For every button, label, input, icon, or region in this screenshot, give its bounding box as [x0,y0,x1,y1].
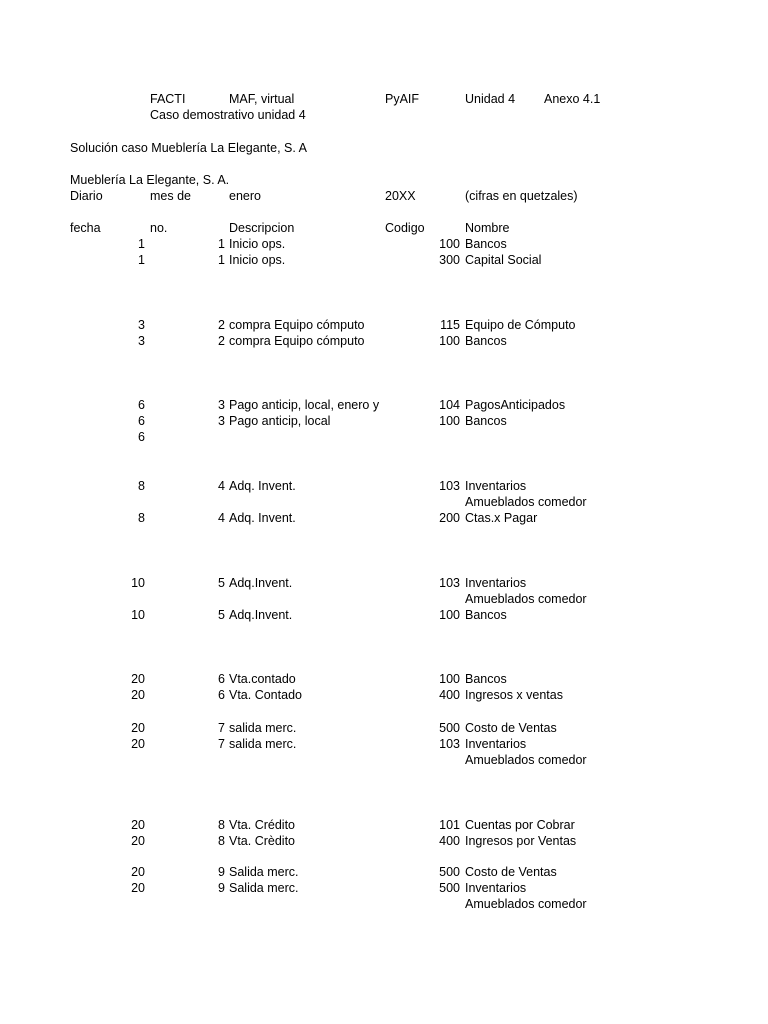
row-codigo: 500 [439,881,460,895]
row-descripcion: Vta. Crèdito [229,834,296,848]
row-fecha: 20 [131,721,145,735]
row-descripcion: Adq. Invent. [229,511,296,525]
row-codigo: 500 [439,865,460,879]
row-no: 4 [218,511,225,525]
row-codigo: 104 [439,398,460,412]
row-fecha: 3 [138,334,145,348]
row-nombre: Costo de Ventas [465,721,557,735]
row-no: 6 [218,672,225,686]
row-fecha: 10 [131,576,145,590]
row-codigo: 500 [439,721,460,735]
header-unidad: Unidad 4 [465,92,516,106]
row-no: 3 [218,414,225,428]
row-no: 9 [218,881,225,895]
diario-label: Diario [70,189,103,203]
row-no: 1 [218,237,225,251]
row-nombre: Cuentas por Cobrar [465,818,575,832]
row-no: 3 [218,398,225,412]
row-fecha: 6 [138,414,145,428]
row-fecha: 20 [131,881,145,895]
row-codigo: 100 [439,414,460,428]
row-nombre: Bancos [465,334,507,348]
row-descripcion: Vta. Crédito [229,818,296,832]
col-codigo: Codigo [385,221,425,235]
row-no: 8 [218,818,225,832]
row-nombre: Inventarios [465,737,527,751]
row-no: 5 [218,576,225,590]
year-value: 20XX [385,189,416,203]
row-nombre: PagosAnticipados [465,398,566,412]
row-nombre: Bancos [465,672,507,686]
row-codigo: 115 [440,318,460,332]
row-descripcion: compra Equipo cómputo [229,318,365,332]
row-codigo: 100 [439,334,460,348]
row-fecha: 1 [138,237,145,251]
row-no: 2 [218,318,225,332]
row-codigo: 103 [439,737,460,751]
row-nombre: Inventarios [465,479,527,493]
row-descripcion: Vta.contado [229,672,296,686]
row-fecha: 6 [138,430,145,444]
row-nombre: Inventarios [465,881,527,895]
row-fecha: 1 [138,253,145,267]
row-nombre: Bancos [465,608,507,622]
row-descripcion: salida merc. [229,737,297,751]
col-nombre: Nombre [465,221,510,235]
row-no: 5 [218,608,225,622]
month-value: enero [229,189,261,203]
row-no: 9 [218,865,225,879]
row-descripcion: Adq. Invent. [229,479,296,493]
row-descripcion: Pago anticip, local, enero y [229,398,380,412]
header-facti: FACTI [150,92,186,106]
month-label: mes de [150,189,191,203]
row-nombre: Ingresos por Ventas [465,834,577,848]
row-fecha: 6 [138,398,145,412]
row-nombre: Capital Social [465,253,542,267]
row-nombre: Costo de Ventas [465,865,557,879]
header-maf: MAF, virtual [229,92,295,106]
row-no: 7 [218,737,225,751]
row-codigo: 300 [439,253,460,267]
row-codigo: 400 [439,688,460,702]
row-nombre: Equipo de Cómputo [465,318,576,332]
row-no: 2 [218,334,225,348]
row-descripcion: Salida merc. [229,881,299,895]
col-descripcion: Descripcion [229,221,295,235]
row-fecha: 20 [131,865,145,879]
row-codigo: 100 [439,608,460,622]
row-nombre: Amueblados comedor [465,897,587,911]
row-descripcion: Vta. Contado [229,688,302,702]
row-descripcion: Adq.Invent. [229,608,293,622]
row-nombre: Amueblados comedor [465,495,587,509]
row-codigo: 200 [439,511,460,525]
row-descripcion: Inicio ops. [229,237,286,251]
col-no: no. [150,221,168,235]
row-nombre: Bancos [465,237,507,251]
row-fecha: 8 [138,511,145,525]
row-fecha: 20 [131,818,145,832]
company-name: Mueblería La Elegante, S. A. [70,173,230,187]
row-no: 7 [218,721,225,735]
row-codigo: 103 [439,479,460,493]
row-descripcion: Salida merc. [229,865,299,879]
row-no: 1 [218,253,225,267]
row-fecha: 10 [131,608,145,622]
header-pyaif: PyAIF [385,92,420,106]
solution-title: Solución caso Mueblería La Elegante, S. A [70,141,307,155]
row-nombre: Inventarios [465,576,527,590]
currency-note: (cifras en quetzales) [465,189,578,203]
row-no: 6 [218,688,225,702]
row-no: 4 [218,479,225,493]
row-codigo: 103 [439,576,460,590]
row-descripcion: salida merc. [229,721,297,735]
row-fecha: 20 [131,737,145,751]
row-nombre: Amueblados comedor [465,753,587,767]
col-fecha: fecha [70,221,101,235]
row-descripcion: compra Equipo cómputo [229,334,365,348]
row-no: 8 [218,834,225,848]
row-nombre: Amueblados comedor [465,592,587,606]
header-subtitle: Caso demostrativo unidad 4 [150,108,306,122]
row-fecha: 8 [138,479,145,493]
header-anexo: Anexo 4.1 [544,92,601,106]
row-nombre: Bancos [465,414,507,428]
row-codigo: 100 [439,237,460,251]
row-fecha: 20 [131,672,145,686]
row-fecha: 20 [131,834,145,848]
row-codigo: 400 [439,834,460,848]
row-codigo: 100 [439,672,460,686]
row-fecha: 3 [138,318,145,332]
row-descripcion: Inicio ops. [229,253,286,267]
row-descripcion: Pago anticip, local [229,414,331,428]
row-codigo: 101 [439,818,460,832]
row-nombre: Ingresos x ventas [465,688,563,702]
row-nombre: Ctas.x Pagar [465,511,538,525]
row-fecha: 20 [131,688,145,702]
row-descripcion: Adq.Invent. [229,576,293,590]
